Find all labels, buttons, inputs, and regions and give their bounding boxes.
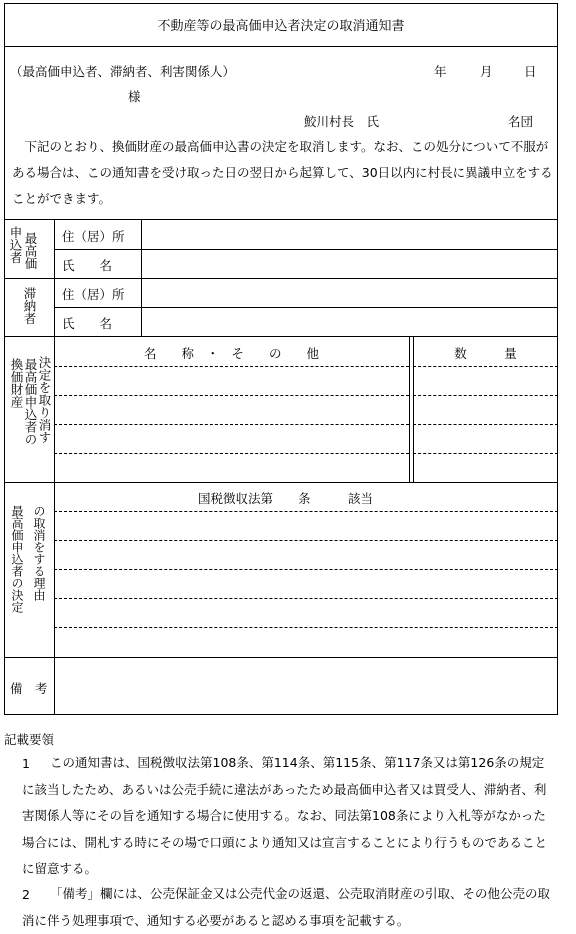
reason-bottom-line	[4, 657, 558, 658]
delinquent-name-label: 氏 名	[62, 316, 113, 331]
reason-label-col1: 最高価申込者の決定	[10, 505, 24, 613]
delinquent-address-label: 住（居）所	[62, 287, 125, 302]
honorific-sama: 様	[128, 89, 141, 104]
note-text: この通知書は、国税徴収法第108条、第114条、第115条、第117条又は第126条の規定に該当したため、あるいは公売手続に違法があったため最高価申込者又は買受人、滞納者、利害関係人等にその旨を通知する場合に使用する。なお、同法第108条により入札等がなかった場合には、開札する時にその場で口頭により通知又は宣言することにより行うものであることに留意する。	[22, 755, 548, 876]
title-divider	[4, 46, 558, 47]
notes-heading: 記載要領	[4, 732, 55, 747]
note-text: 「備考」欄には、公売保証金又は公売代金の返還、公売取消財産の引取、その他公売の取消に伴う処理事項で、通知する必要があると認める事項を記載する。	[22, 886, 551, 928]
bidder-name-label: 氏 名	[62, 258, 113, 273]
property-dashed-line	[54, 366, 409, 367]
seal-mark: 名団	[508, 114, 534, 129]
name-spec-header: 名 称 ・ そ の 他	[143, 346, 319, 361]
bidder-mid-line	[54, 249, 558, 250]
delinquent-mid-line	[54, 307, 558, 308]
quantity-header: 数 量	[454, 346, 517, 361]
sender-name: 鮫川村長 氏	[304, 114, 380, 129]
property-label-col3: 換価財産	[9, 358, 24, 408]
reason-label-col2: の取消をする理由	[32, 505, 46, 601]
addressee-list: （最高価申込者、滞納者、利害関係人）	[10, 64, 236, 79]
quantity-column-divider-a	[409, 336, 410, 482]
date-month: 月	[480, 64, 493, 79]
property-dashed-line	[54, 424, 409, 425]
reason-dashed-line	[54, 598, 558, 599]
quantity-dashed-line	[413, 395, 558, 396]
notice-body: 下記のとおり、換価財産の最高価申込書の決定を取消します。なお、この処分について不服がある場合は、この通知書を受け取った日の翌日から起算して、30日以内に村長に異議申立をすることができます。	[12, 139, 553, 206]
quantity-dashed-line	[413, 453, 558, 454]
table-top-line	[4, 219, 558, 220]
property-label-col2: 最高価申込者の	[23, 358, 38, 446]
label-column-divider	[54, 219, 55, 715]
reason-dashed-line	[54, 627, 558, 628]
note-number: 1	[22, 756, 30, 771]
reason-law-text: 国税徴収法第 条 該当	[198, 491, 374, 506]
bidder-label-col1: 最高価	[23, 232, 38, 270]
delinquent-label: 滞納者	[22, 287, 37, 325]
property-dashed-line	[54, 395, 409, 396]
delinquent-bottom-line	[4, 336, 558, 337]
reason-dashed-line	[54, 511, 558, 512]
document-title: 不動産等の最高価申込者決定の取消通知書	[157, 19, 405, 34]
property-label-col1: 決定を取り消す	[37, 356, 52, 444]
bidder-label-col2: 申込者	[8, 226, 23, 264]
date-day: 日	[524, 64, 537, 79]
bidder-bottom-line	[4, 278, 558, 279]
reason-dashed-line	[54, 569, 558, 570]
quantity-dashed-line	[413, 366, 558, 367]
note-number: 2	[22, 887, 30, 902]
bidder-address-label: 住（居）所	[62, 229, 125, 244]
date-year: 年	[434, 64, 447, 79]
field-label-divider	[141, 219, 142, 336]
reason-dashed-line	[54, 540, 558, 541]
property-bottom-line	[4, 482, 558, 483]
remarks-label: 備 考	[10, 681, 48, 696]
quantity-dashed-line	[413, 424, 558, 425]
property-dashed-line	[54, 453, 409, 454]
